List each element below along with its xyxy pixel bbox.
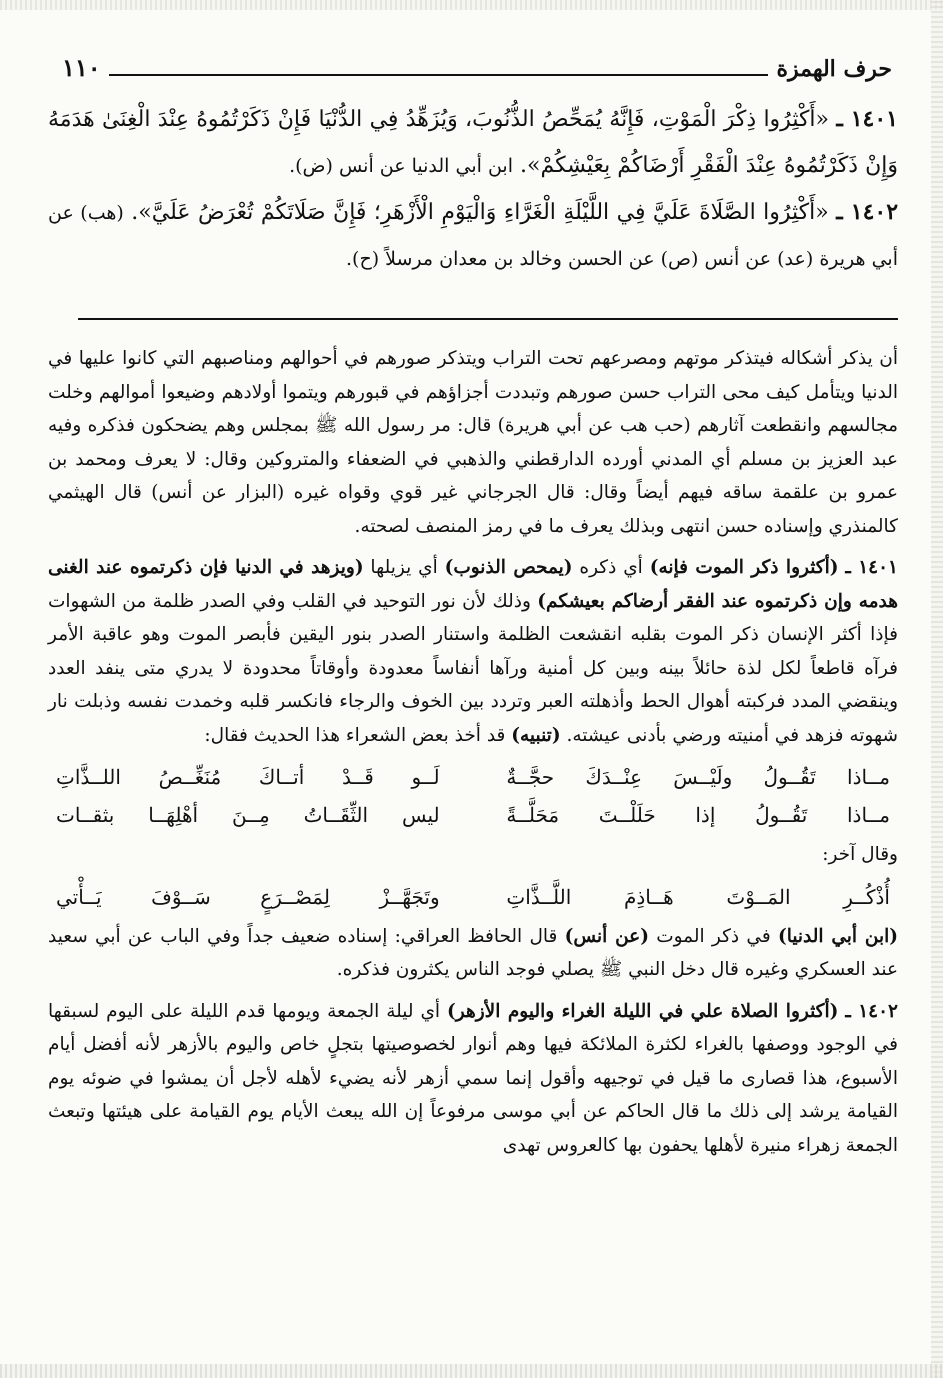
poem-hemistich: ليس الثِّقَــاتُ مِــنَ أهْلِهَــا بثقــات (56, 803, 440, 827)
header-rule (109, 74, 769, 76)
poem-line (48, 796, 898, 834)
page-header (48, 52, 898, 82)
commentary-intro: أن يذكر أشكاله فيتذكر موتهم ومصرعهم تحت التراب ويتذكر صورهم في أحوالهم ومناصبهم التي كانوا عليها في الدنيا ويتأمل كيف محى التراب حسن صورهم وتبددت أجزاؤهم في قبورهم ويتموا أولادهم وضيعوا أموالهم وخلت مجالسهم وانقطعت آثارهم (حب هب عن أبي هريرة) قال: مر رسول الله ﷺ بمجلس وهم يضحكون فذكره وفيه عبد العزيز بن مسلم أي المدني أورده الدارقطني والذهبي في الضعفاء والمتروكين وقال: لا يعرف ومحمد بن عمرو بن علقمة ساقه فيهم أيضاً وقال: قال الجرجاني غير قوي وقواه غيره (البزار عن أنس) قال الهيثمي كالمنذري وإسناده حسن انتهى وبذلك يعرف ما في رمز المنصف لصحته. (48, 348, 898, 537)
running-title: حرف الهمزة (776, 56, 892, 82)
commentary-source-note (48, 920, 898, 987)
commentary-text: أي ليلة الجمعة ويومها قدم الليلة على اليوم لسبقها في الوجود ووصفها بالغراء لكثرة الملائكة فيها وهم أنوار لخصوصيتها بتجلٍ خاص واليوم بالأزهر لأنه أفضل أيام الأسبوع، هذا قصارى ما قيل في توجيهه وأقول إنما سمي أزهر لأنه يضيء لأهله لأجل أن يمشوا في ضوئه يوم القيامة يرشد إلى ذلك ما قال الحاكم عن أبي موسى مرفوعاً إن الله يبعث الأيام يوم القيامة على هيئتها وتبعث الجمعة زهراء منيرة لأهلها يحفون بها كالعروس تهدى (48, 1000, 898, 1156)
commentary-1401 (48, 551, 898, 752)
commentary-text: أي ذكره (572, 557, 650, 578)
quoted-phrase: (عن أنس) (564, 925, 649, 947)
hadith-text: «أَكْثِرُوا ذِكْرَ الْمَوْتِ، فَإِنَّهُ يُمَحِّصُ الذُّنُوبَ، وَيُزَهِّدُ فِي الدُّنْيَا فَإِنْ ذَكَرْتُمُوهُ عِنْدَ الْغِنَىٰ هَدَمَهُ وَإِنْ ذَكَرْتُمُوهُ عِنْدَ الْفَقْرِ أَرْضَاكُمْ بِعَيْشِكُمْ». (48, 107, 898, 178)
quoted-phrase: (أكثروا ذكر الموت فإنه) (649, 557, 839, 578)
poem-hemistich: مــاذا تَقُــولُ إذا حَلَلْــتَ مَحَلَّــةً (506, 803, 890, 827)
commentary-text: قد أخذ بعض الشعراء هذا الحديث فقال: (204, 724, 512, 746)
poem-hemistich: وتَجَهَّــزْ لِمَصْــرَعٍ سَــوْفَ يَــأْتي (56, 884, 440, 909)
scan-edge-right (931, 0, 943, 1378)
hadith-number: ١٤٠١ ـ (836, 106, 898, 132)
note-label: (تنبيه) (511, 724, 561, 746)
commentary-text: قال الحافظ العراقي: إسناده ضعيف جداً وفي الباب عن أبي سعيد عند العسكري وغيره قال دخل النبي ﷺ يصلي فوجد الناس يكثرون فذكره. (48, 925, 898, 980)
quoted-phrase: (ويزهد في الدنيا فإن ذكرتموه عند الغنى هدمه وإن ذكرتموه عند الفقر أرضاكم بعيشكم) (48, 557, 898, 612)
commentary-text: أي يزيلها (363, 557, 445, 578)
poem-1 (48, 758, 898, 834)
page-number: ١١٠ (62, 53, 101, 82)
poem-line (48, 878, 898, 916)
poem-hemistich: مــاذا تَقُــولُ ولَيْــسَ عِنْــدَكَ حجَّــةٌ (506, 765, 890, 789)
hadith-1401 (48, 96, 898, 189)
quoted-phrase: (يمحص الذنوب) (444, 557, 573, 578)
commentary-text: وذلك لأن نور التوحيد في القلب وفي الصدر ظلمة من الشهوات فإذا أكثر الإنسان ذكر الموت بقلبه انقشعت الظلمة واستنار الصدر بنور اليقين فأبصر الموت وهو عاقبة الأمر فرآه قاطعاً لكل لذة حائلاً بينه وبين كل أمنية ورآها أنفاساً معدودة وأوقاتاً محدودة لا يدري متى ينفد العدد وينقضي المدد فركبته أهوال الحط وأذهلته العبر وتردد بين الخوف والرجاء فانكسر قلبه وخمدت نفسه وذبلت نار شهوته فزهد في أمنيته ورضي بأدنى عيشته. (48, 590, 898, 746)
quoted-phrase: (أكثروا الصلاة علي في الليلة الغراء واليوم الأزهر) (447, 1000, 839, 1022)
poem-2 (48, 878, 898, 916)
commentary-1402 (48, 995, 898, 1163)
hadith-text: «أَكْثِرُوا الصَّلَاةَ عَلَيَّ فِي اللَّيْلَةِ الْغَرَّاءِ وَالْيَوْمِ الْأَزْهَرِ؛ فَإِنَّ صَلَاتَكُمْ تُعْرَضُ عَلَيَّ». (131, 200, 829, 225)
other-poet-label: وقال آخر: (822, 844, 898, 865)
paragraph-number: ١٤٠٢ ـ (845, 1000, 898, 1022)
paragraph-number: ١٤٠١ ـ (845, 557, 898, 578)
commentary-text: في ذكر الموت (648, 925, 778, 947)
hadith-1402 (48, 189, 898, 282)
poem-line (48, 758, 898, 796)
poem-hemistich: لَــو قَــدْ أتــاكَ مُنَغِّــصُ اللــذَّاتِ (56, 765, 440, 789)
quoted-phrase: (ابن أبي الدنيا) (777, 925, 899, 947)
commentary (48, 342, 898, 1162)
poem-hemistich: أُذْكُــرِ المَــوْتَ هَــاذِمَ اللَّــذَّاتِ (506, 884, 890, 909)
hadith-source: ابن أبي الدنيا عن أنس (ض). (289, 155, 513, 177)
section-divider (78, 318, 898, 320)
scan-edge-bottom (0, 1364, 943, 1378)
scan-edge-top (0, 0, 943, 10)
hadith-number: ١٤٠٢ ـ (836, 199, 899, 225)
book-page (48, 52, 898, 1162)
hadith-source: (هب) عن أبي هريرة (عد) عن أنس (ص) عن الحسن وخالد بن معدان مرسلاً (ح). (48, 202, 898, 270)
